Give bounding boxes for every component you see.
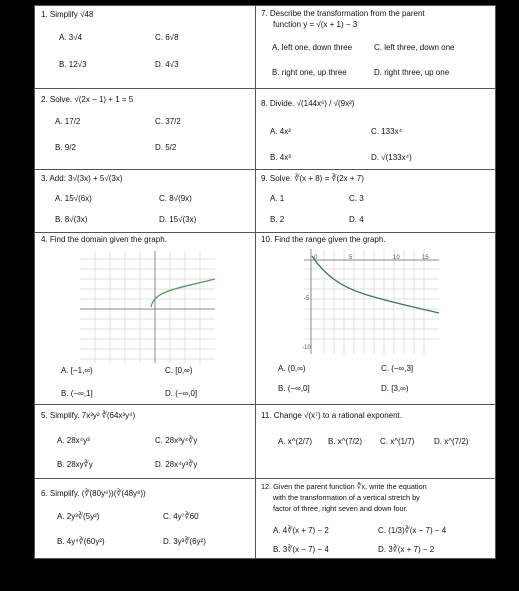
q7-option-b: B. right one, up three [272, 68, 347, 77]
q1-option-b: B. 12√3 [59, 60, 87, 69]
y-tick-neg5: -5 [304, 296, 310, 302]
q7-option-c: C. left three, down one [374, 43, 455, 52]
x-tick-5: 5 [349, 255, 353, 261]
decreasing-root-curve [312, 256, 439, 313]
question-3-cell [34, 169, 256, 233]
y-tick-neg10: -10 [302, 345, 311, 351]
question-4-prompt: 4. Find the domain given the graph. [41, 235, 167, 244]
grid-lines [80, 251, 215, 363]
q5-option-a: A. 28x⁴y³ [57, 436, 90, 445]
q4-option-d: D. (−∞,0] [165, 389, 198, 398]
q3-option-c: C. 8√(9x) [159, 194, 192, 203]
q2-option-c: C. 37/2 [155, 117, 181, 126]
q8-option-c: C. 133x⁴ [371, 127, 403, 136]
question-6-cell [34, 478, 256, 559]
q2-option-d: D. 5/2 [155, 143, 177, 152]
question-7-prompt-line1: 7. Describe the transformation from the parent [261, 9, 425, 18]
question-12-prompt-line2: with the transformation of a vertical stretch by [273, 493, 420, 502]
x-tick-15: 15 [422, 255, 429, 261]
range-graph [304, 249, 439, 354]
q6-option-a: A. 2y³∛(5y²) [57, 512, 100, 521]
question-1-prompt: 1. Simplify √48 [41, 10, 94, 19]
q3-option-a: A. 15√(6x) [55, 194, 92, 203]
question-5-cell [34, 404, 256, 479]
question-12-prompt-line3: factor of three, right seven and down four. [273, 504, 408, 513]
domain-graph [80, 251, 215, 363]
q9-option-c: C. 3 [349, 194, 364, 203]
grid-lines [304, 249, 439, 354]
question-12-prompt-line1: 12. Given the parent function ∛x, write the equation [261, 482, 427, 491]
question-10-cell [255, 232, 496, 405]
q2-option-a: A. 17/2 [55, 117, 81, 126]
root-curve [151, 279, 215, 307]
q9-option-b: B. 2 [270, 215, 285, 224]
q5-option-d: D. 28x⁴y³∛y [155, 460, 198, 469]
q4-option-c: C. [0,∞) [165, 366, 193, 375]
q11-option-a: A. x^(2/7) [278, 437, 312, 446]
q12-option-b: B. 3∛(x − 7) − 4 [273, 545, 329, 554]
q9-option-d: D. 4 [349, 215, 364, 224]
q8-option-a: A. 4x² [270, 127, 291, 136]
q11-option-c: C. x^(1/7) [380, 437, 415, 446]
question-11-prompt: 11. Change √(x⁷) to a rational exponent. [261, 411, 402, 420]
q10-option-d: D. [3,∞) [381, 384, 409, 393]
q5-option-c: C. 28x³y⁴∛y [155, 436, 198, 445]
question-12-cell [255, 478, 496, 559]
x-tick-10: 10 [393, 255, 400, 261]
question-9-cell [255, 169, 496, 233]
q6-option-b: B. 4y⁴∛(60y²) [57, 537, 105, 546]
question-5-prompt: 5. Simplify. 7x³y² ∛(64x³y⁴) [41, 411, 136, 420]
question-8-prompt: 8. Divide. √(144x⁶) / √(9x²) [261, 99, 355, 108]
q7-option-d: D. right three, up one [374, 68, 450, 77]
q9-option-a: A. 1 [270, 194, 285, 203]
question-7-cell [255, 5, 496, 89]
q12-option-d: D. 3∛(x + 7) − 2 [378, 545, 435, 554]
q10-option-b: B. (−∞,0] [278, 384, 310, 393]
q10-option-a: A. (0,∞) [278, 364, 306, 373]
question-4-cell [34, 232, 256, 405]
question-8-cell [255, 88, 496, 170]
worksheet [34, 5, 496, 559]
q1-option-c: C. 6√8 [155, 33, 179, 42]
q10-option-c: C. (−∞,3] [381, 364, 414, 373]
q8-option-d: D. √(133x⁴) [371, 153, 412, 162]
q3-option-b: B. 8√(3x) [55, 215, 88, 224]
q12-option-c: C. (1/3)∛(x − 7) − 4 [378, 526, 447, 535]
question-2-prompt: 2. Solve. √(2x − 1) + 1 = 5 [41, 95, 134, 104]
q4-option-a: A. [−1,∞) [61, 366, 93, 375]
domain-graph-svg [80, 251, 215, 363]
question-3-prompt: 3. Add: 3√(3x) + 5√(3x) [41, 174, 123, 183]
q7-option-a: A. left one, down three [272, 43, 353, 52]
x-tick-0: 0 [314, 255, 318, 261]
q6-option-d: D. 3y³∛(6y²) [163, 537, 206, 546]
question-6-prompt: 6. Simplify. (∛(80y⁶))(∛(48y⁸)) [41, 489, 146, 498]
q11-option-b: B. x^(7/2) [328, 437, 362, 446]
range-graph-svg [304, 249, 439, 354]
question-9-prompt: 9. Solve. ∛(x + 8) = ∛(2x + 7) [261, 174, 364, 183]
q3-option-d: D. 15√(3x) [159, 215, 197, 224]
q12-option-a: A. 4∛(x + 7) − 2 [273, 526, 329, 535]
q5-option-b: B. 28xy∛y [57, 460, 93, 469]
question-1-cell [34, 5, 256, 89]
q11-option-d: D. x^(7/2) [434, 437, 469, 446]
q8-option-b: B. 4x³ [270, 153, 291, 162]
question-11-cell [255, 404, 496, 479]
q1-option-d: D. 4√3 [155, 60, 179, 69]
q6-option-c: C. 4y⁷∛60 [163, 512, 199, 521]
question-10-prompt: 10. Find the range given the graph. [261, 235, 386, 244]
q4-option-b: B. (−∞,1] [61, 389, 93, 398]
q1-option-a: A. 3√4 [59, 33, 83, 42]
q2-option-b: B. 9/2 [55, 143, 76, 152]
question-2-cell [34, 88, 256, 170]
question-7-prompt-line2: function y = √(x + 1) − 3 [273, 20, 358, 29]
